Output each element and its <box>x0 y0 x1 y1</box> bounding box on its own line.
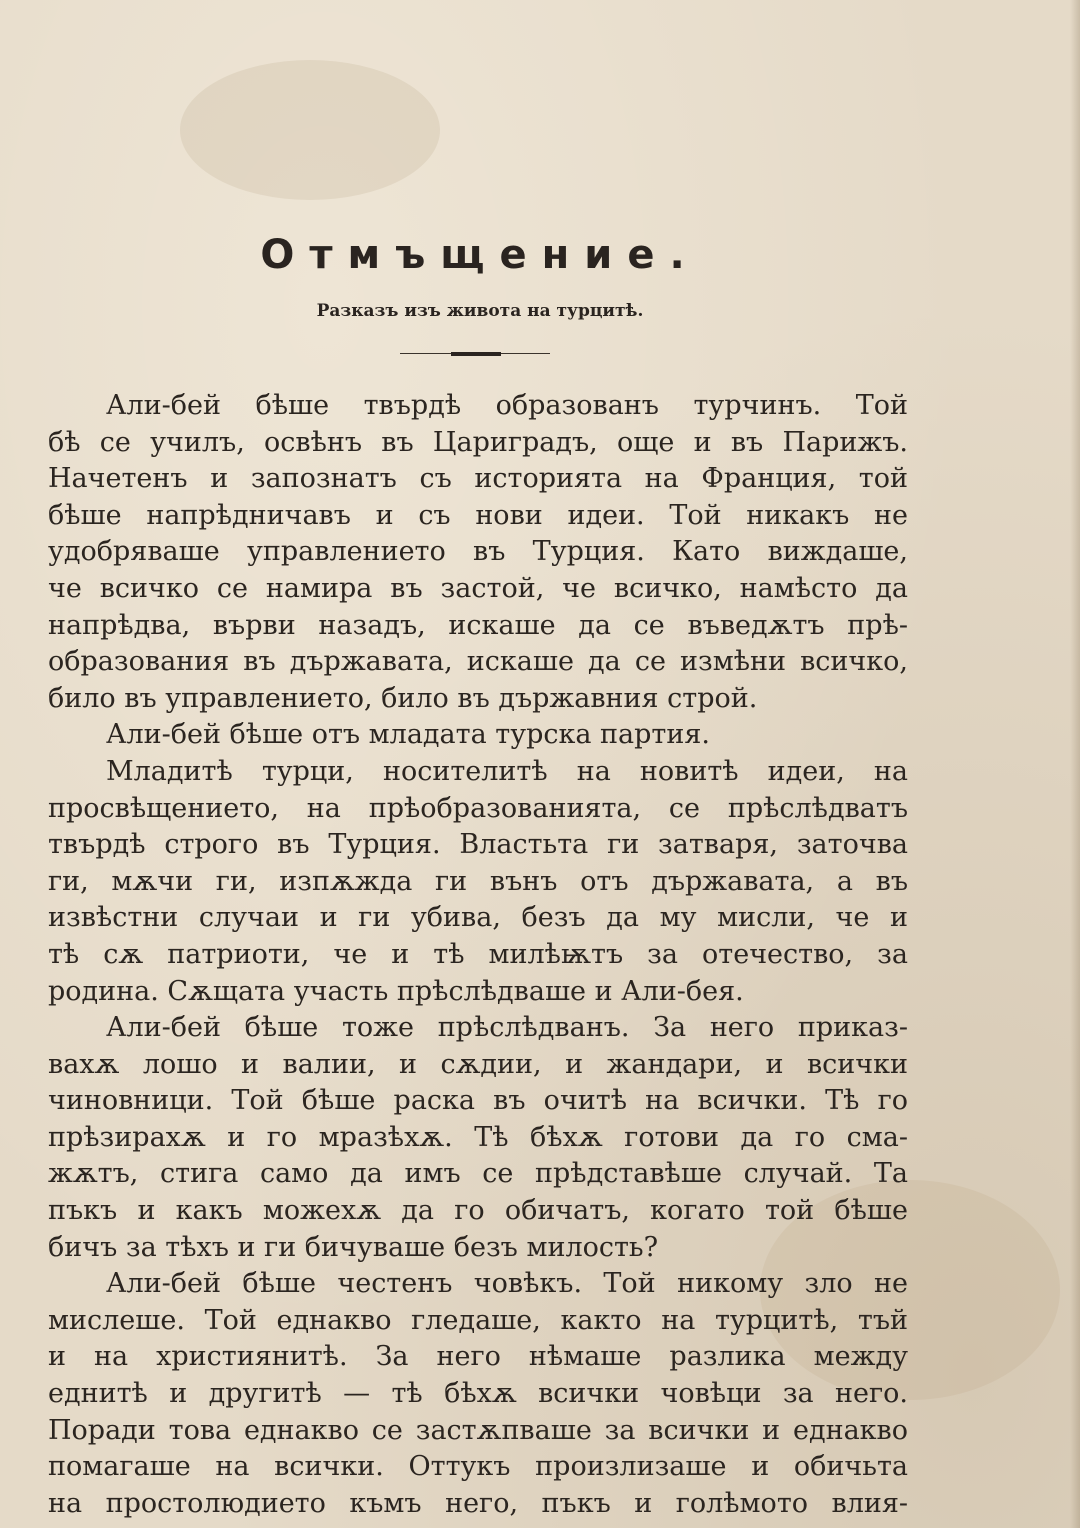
text-line: жѫтъ, стига само да имъ се прѣдставѣше случай. Та <box>48 1158 908 1190</box>
article-subtitle: Разказъ изъ живота на турцитѣ. <box>316 301 644 321</box>
article-body <box>48 388 908 1522</box>
text-line: и на християнитѣ. За него нѣмаше разлика между <box>48 1341 908 1373</box>
text-line: твърдѣ строго въ Турция. Властьта ги затваря, заточва <box>48 829 908 861</box>
text-line: ги, мѫчи ги, изпѫжда ги вънъ отъ държавата, а въ <box>48 865 908 897</box>
text-line: че всичко се намира въ застой, че всичко, намѣсто да <box>48 572 908 604</box>
text-line: било въ управлението, било въ държавния строй. <box>48 682 758 714</box>
text-line: удобряваше управлението въ Турция. Като виждаше, <box>48 536 908 568</box>
text-line: просвѣщението, на прѣобразованията, се прѣслѣдватъ <box>48 792 908 824</box>
text-line: Али-бей бѣше отъ младата турска партия. <box>106 719 710 751</box>
text-line: пъкъ и какъ можехѫ да го обичатъ, когато той бѣше <box>48 1195 908 1227</box>
text-line: бичъ за тѣхъ и ги бичуваше безъ милость? <box>48 1231 659 1263</box>
text-line: бѣше напрѣдничавъ и съ нови идеи. Той никакъ не <box>48 499 908 531</box>
paper-stain <box>180 60 440 200</box>
title-divider-ornament <box>451 352 501 356</box>
text-line: еднитѣ и другитѣ — тѣ бѣхѫ всички човѣци за него. <box>48 1378 908 1410</box>
text-line: помагаше на всички. Оттукъ произлизаше и обичьта <box>48 1451 908 1483</box>
text-line: на простолюдието къмъ него, пъкъ и голѣмото влия- <box>48 1487 908 1519</box>
text-line: мислеше. Той еднакво гледаше, както на турцитѣ, тъй <box>48 1304 908 1336</box>
text-line: Али-бей бѣше тоже прѣслѣдванъ. За него приказ- <box>106 1012 908 1044</box>
text-line: Али-бей бѣше твърдѣ образованъ турчинъ. Той <box>106 390 908 421</box>
page-edge-shadow <box>1070 0 1080 1528</box>
text-line: образования въ държавата, искаше да се измѣни всичко, <box>48 646 908 678</box>
text-line: Младитѣ турци, носителитѣ на новитѣ идеи, на <box>106 755 908 787</box>
article-title: Отмъщение. <box>260 232 700 278</box>
text-line: Поради това еднакво се застѫпваше за всички и еднакво <box>48 1414 908 1446</box>
text-line: чиновници. Той бѣше раска въ очитѣ на всички. Тѣ го <box>48 1085 908 1117</box>
text-line: извѣстни случаи и ги убива, безъ да му мисли, че и <box>48 902 908 934</box>
text-line: вахѫ лошо и валии, и сѫдии, и жандари, и всички <box>48 1048 908 1080</box>
text-line: тѣ сѫ патриоти, че и тѣ милѣѭтъ за отечество, за <box>48 938 908 970</box>
text-line: прѣзирахѫ и го мразѣхѫ. Тѣ бѣхѫ готови да го сма- <box>48 1121 908 1153</box>
text-line: напрѣдва, върви назадъ, искаше да се въведѫтъ прѣ- <box>48 609 908 641</box>
text-line: родина. Сѫщата участь прѣслѣдваше и Али-бея. <box>48 975 744 1007</box>
text-line: Начетенъ и запознатъ съ историята на Франция, той <box>48 463 908 495</box>
text-line: Али-бей бѣше честенъ човѣкъ. Той никому зло не <box>106 1268 908 1300</box>
text-line: бѣ се училъ, освѣнъ въ Цариградъ, още и въ Парижъ. <box>48 426 908 458</box>
